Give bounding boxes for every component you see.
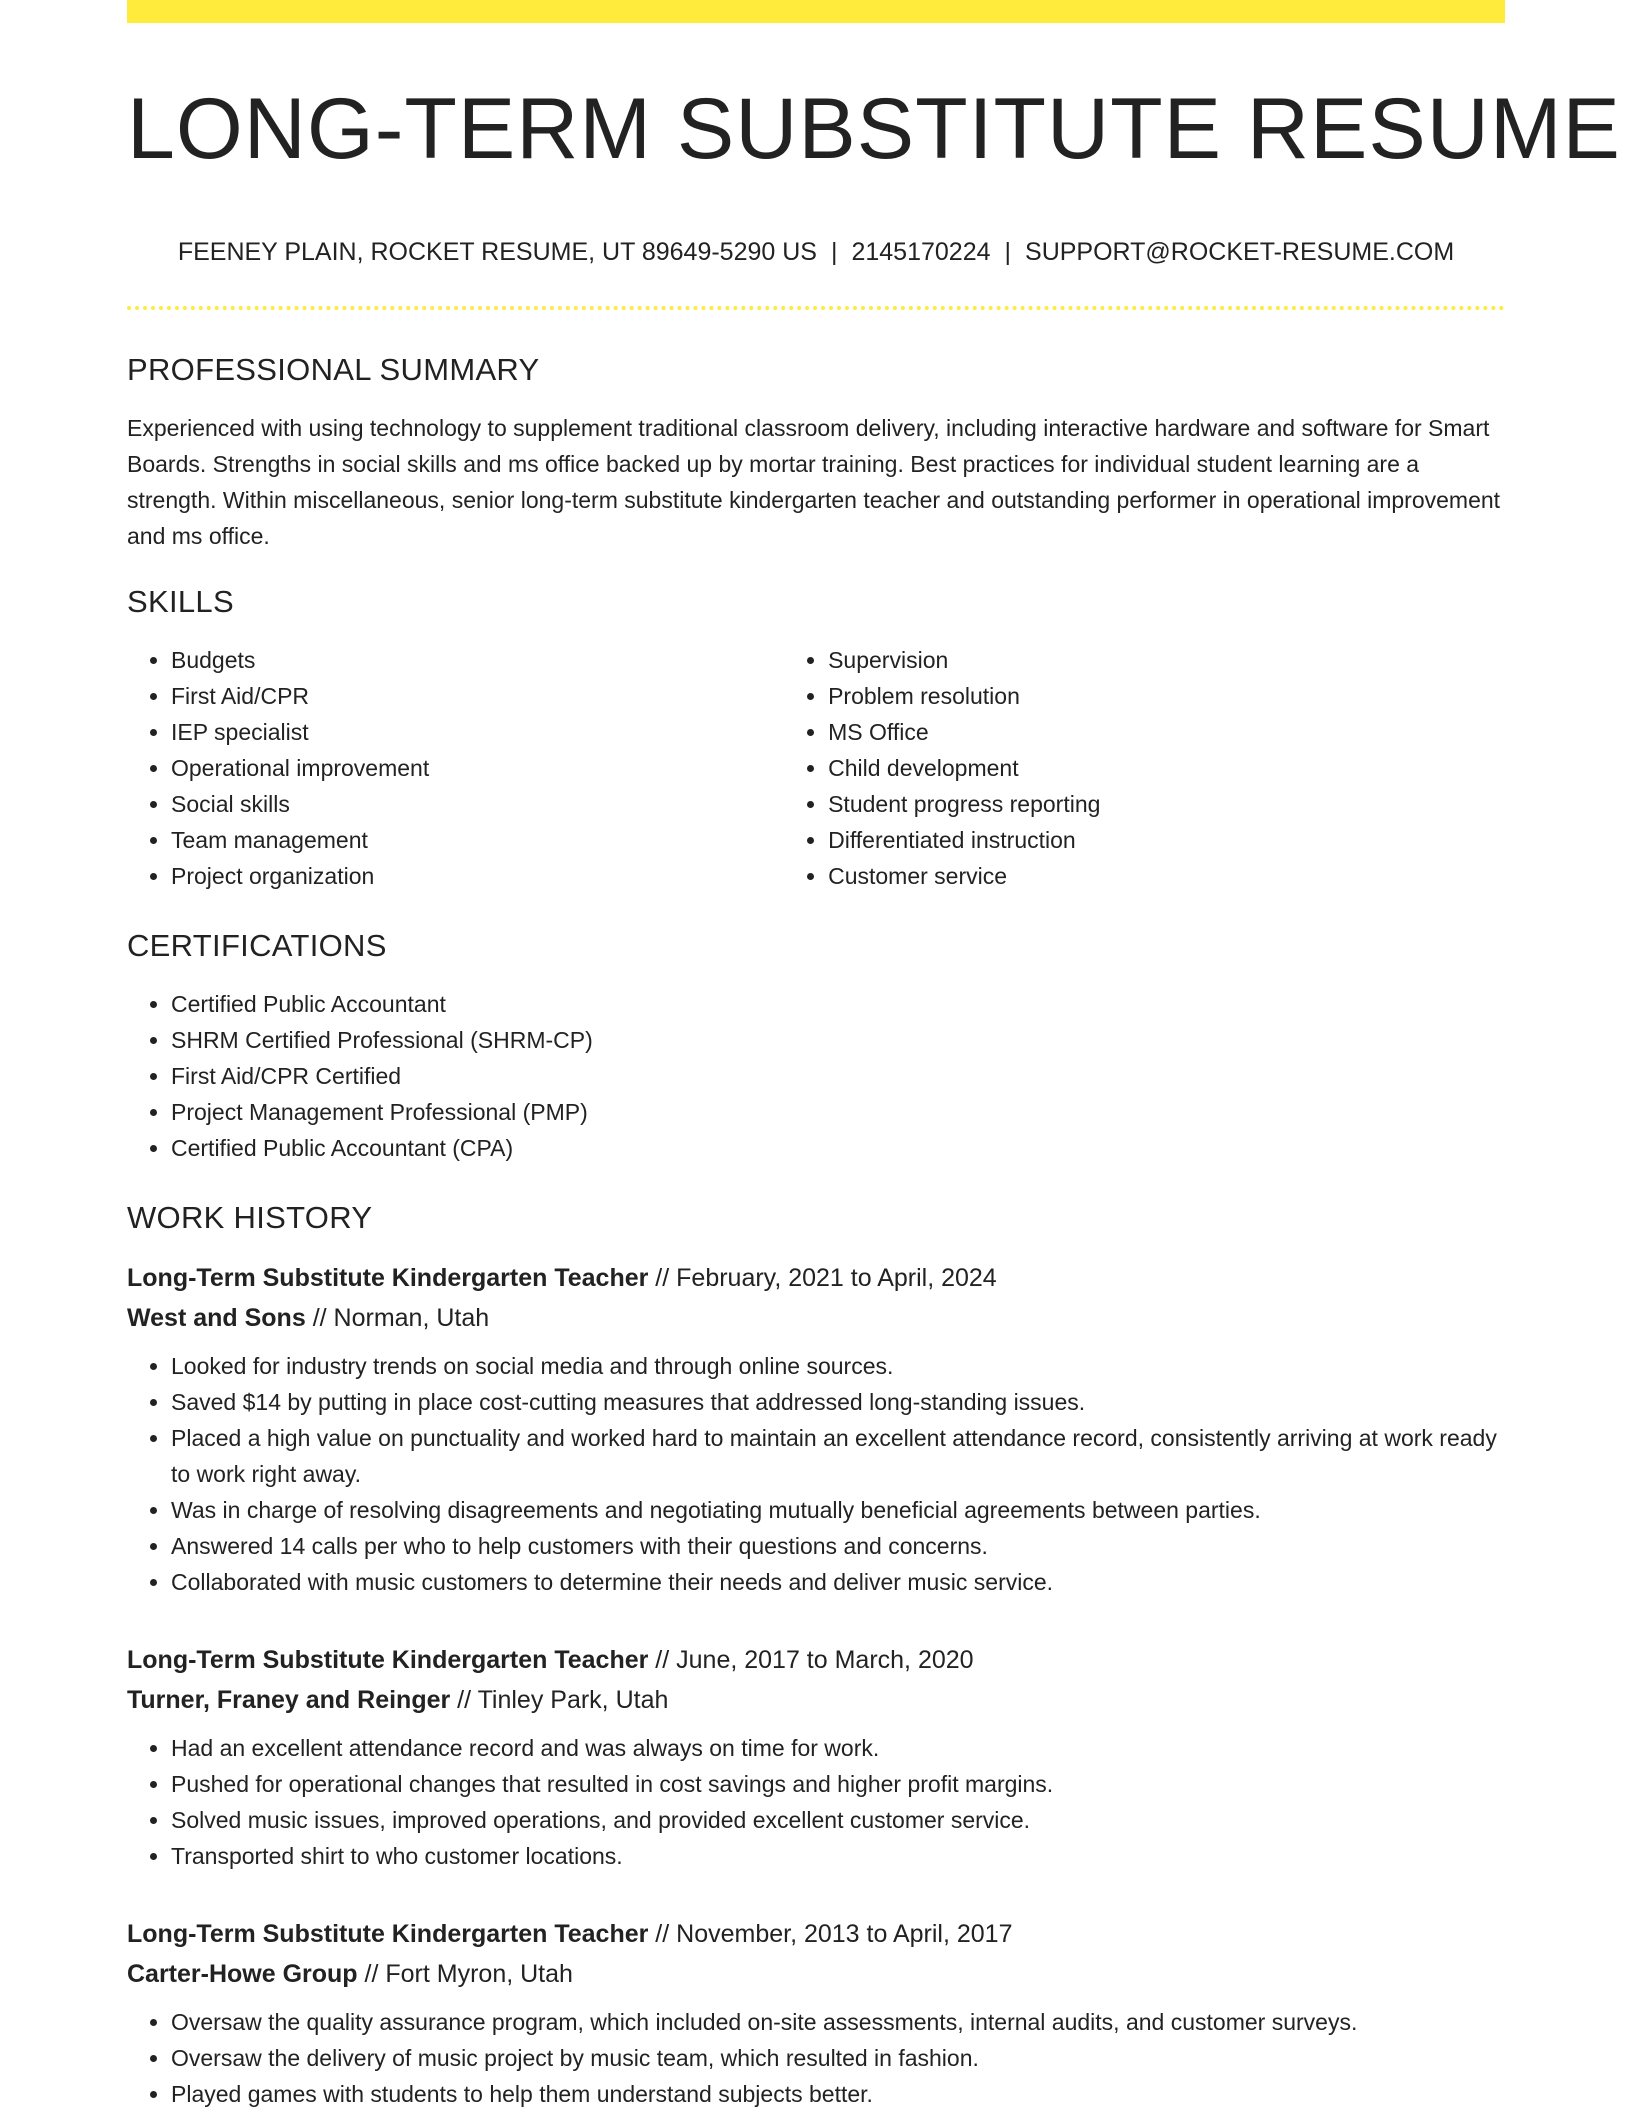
contact-phone: 2145170224: [851, 238, 991, 266]
dotted-divider: [127, 306, 1505, 310]
skill-item: • First Aid/CPR: [171, 678, 784, 714]
job-bullet: • Answered 14 calls per who to help customers with their questions and concerns.: [171, 1528, 1505, 1564]
skill-item: • Project organization: [171, 858, 784, 894]
contact-separator: |: [1004, 238, 1012, 266]
job-title: Long-Term Substitute Kindergarten Teacher: [127, 1646, 649, 1674]
job-bullet: • Saved $14 by putting in place cost-cutting measures that addressed long-standing issues.: [171, 1384, 1505, 1420]
job-company-line: [127, 1298, 1505, 1338]
job-bullets: [127, 2004, 1505, 2112]
certification-item: • Project Management Professional (PMP): [171, 1094, 1505, 1130]
job-bullet: • Oversaw the quality assurance program, which included on-site assessments, internal audits, and customer surveys.: [171, 2004, 1505, 2040]
certification-item: • Certified Public Accountant: [171, 986, 1505, 1022]
job-bullet: • Played games with students to help them understand subjects better.: [171, 2076, 1505, 2112]
job-bullet: • Placed a high value on punctuality and worked hard to maintain an excellent attendance record, consistently arriving at work ready to work right away.: [171, 1420, 1505, 1492]
summary-text: Experienced with using technology to supplement traditional classroom delivery, including interactive hardware and software for Smart Boards. Strengths in social skills and ms office backed up by mortar training. Best practices for individual student learning are a strength. Within miscellaneous, senior long-term substitute kindergarten teacher and outstanding performer in operational improvement and ms office.: [127, 415, 1501, 549]
skill-item: • Operational improvement: [171, 750, 784, 786]
job-location: // Norman, Utah: [305, 1304, 490, 1332]
certifications-section: [127, 928, 1505, 1166]
job-entry: [127, 1640, 1505, 1874]
skills-grid: [127, 642, 1505, 894]
job-company: Turner, Franey and Reinger: [127, 1686, 451, 1714]
job-company: Carter-Howe Group: [127, 1960, 358, 1988]
work-history-section: [127, 1200, 1505, 2112]
job-entry: [127, 1258, 1505, 1600]
certifications-heading: CERTIFICATIONS: [127, 928, 387, 963]
contact-address: FEENEY PLAIN, ROCKET RESUME, UT 89649-5290 US: [177, 238, 817, 266]
job-entry: [127, 1914, 1505, 2112]
job-dates: // June, 2017 to March, 2020: [648, 1646, 974, 1674]
skills-heading: SKILLS: [127, 584, 234, 619]
summary-heading: PROFESSIONAL SUMMARY: [127, 352, 540, 387]
certifications-list: [127, 986, 1505, 1166]
skill-item: • Problem resolution: [828, 678, 1505, 714]
top-accent-bar: [127, 0, 1505, 23]
skill-item: • Differentiated instruction: [828, 822, 1505, 858]
job-bullet: • Solved music issues, improved operations, and provided excellent customer service.: [171, 1802, 1505, 1838]
job-bullet: • Was in charge of resolving disagreements and negotiating mutually beneficial agreements between parties.: [171, 1492, 1505, 1528]
job-company: West and Sons: [127, 1304, 306, 1332]
job-dates: // November, 2013 to April, 2017: [648, 1920, 1013, 1948]
job-location: // Tinley Park, Utah: [450, 1686, 669, 1714]
skill-item: • Budgets: [171, 642, 784, 678]
certification-item: • First Aid/CPR Certified: [171, 1058, 1505, 1094]
certification-item: • Certified Public Accountant (CPA): [171, 1130, 1505, 1166]
contact-separator: |: [830, 238, 838, 266]
job-title-line: [127, 1258, 1505, 1298]
skills-section: [127, 584, 1505, 894]
job-bullets: [127, 1730, 1505, 1874]
job-bullet: • Looked for industry trends on social media and through online sources.: [171, 1348, 1505, 1384]
skills-list-right: [784, 642, 1505, 894]
skill-item: • Student progress reporting: [828, 786, 1505, 822]
contact-line: [127, 238, 1505, 267]
job-title-line: [127, 1914, 1505, 1954]
job-bullet: • Transported shirt to who customer locations.: [171, 1838, 1505, 1874]
job-bullet: • Oversaw the delivery of music project by music team, which resulted in fashion.: [171, 2040, 1505, 2076]
job-location: // Fort Myron, Utah: [357, 1960, 573, 1988]
resume-body: [127, 352, 1505, 2112]
skill-item: • Supervision: [828, 642, 1505, 678]
skill-item: • Customer service: [828, 858, 1505, 894]
job-dates: // February, 2021 to April, 2024: [648, 1264, 997, 1292]
summary-section: [127, 352, 1505, 554]
resume-title: LONG-TERM SUBSTITUTE RESUME: [127, 81, 1621, 177]
contact-email[interactable]: SUPPORT@ROCKET-RESUME.COM: [1025, 238, 1455, 266]
job-bullet: • Had an excellent attendance record and was always on time for work.: [171, 1730, 1505, 1766]
job-bullet: • Pushed for operational changes that resulted in cost savings and higher profit margins.: [171, 1766, 1505, 1802]
skill-item: • Child development: [828, 750, 1505, 786]
job-bullets: [127, 1348, 1505, 1600]
certification-item: • SHRM Certified Professional (SHRM-CP): [171, 1022, 1505, 1058]
job-bullet: • Collaborated with music customers to determine their needs and deliver music service.: [171, 1564, 1505, 1600]
job-company-line: [127, 1954, 1505, 1994]
skill-item: • Team management: [171, 822, 784, 858]
job-title: Long-Term Substitute Kindergarten Teacher: [127, 1920, 649, 1948]
job-title: Long-Term Substitute Kindergarten Teacher: [127, 1264, 649, 1292]
skills-list-left: [127, 642, 784, 894]
job-company-line: [127, 1680, 1505, 1720]
work-history-heading: WORK HISTORY: [127, 1200, 373, 1235]
skill-item: • MS Office: [828, 714, 1505, 750]
skill-item: • IEP specialist: [171, 714, 784, 750]
job-title-line: [127, 1640, 1505, 1680]
skill-item: • Social skills: [171, 786, 784, 822]
